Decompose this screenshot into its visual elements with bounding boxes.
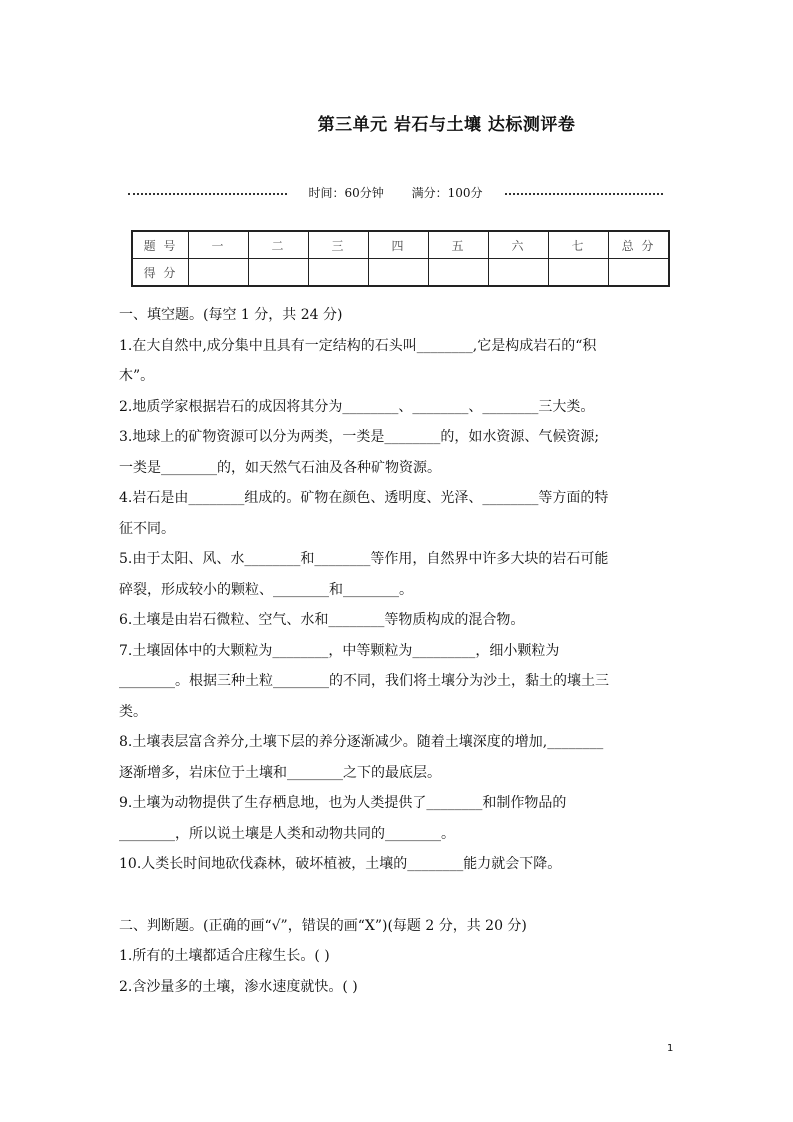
table-cell: 一 (189, 231, 249, 259)
table-cell: 题 号 (132, 231, 189, 259)
score-entry-cell[interactable] (549, 259, 609, 287)
question-line: 1.在大自然中,成分集中且具有一定结构的石头叫________,它是构成岩石的“积 (119, 337, 597, 354)
question-line: 一类是________的，如天然气石油及各种矿物资源。 (119, 459, 441, 476)
table-cell: 六 (489, 231, 549, 259)
question-line: 6.土壤是由岩石微粒、空气、水和________等物质构成的混合物。 (119, 612, 525, 628)
section-spacer (119, 880, 679, 911)
table-cell: 总 分 (609, 231, 670, 259)
question-line: 逐渐增多，岩床位于土壤和________之下的最底层。 (119, 764, 441, 781)
question-line: 2.含沙量多的土壤，渗水速度就快。( ) (119, 978, 358, 995)
page-title: 第三单元 岩石与土壤 达标测评卷 (317, 115, 576, 135)
question-line: 碎裂，形成较小的颗粒、________和________。 (119, 581, 413, 598)
dotted-divider-left (128, 193, 287, 195)
question-body (119, 300, 679, 1002)
score-entry-cell[interactable] (369, 259, 429, 287)
question-line: 8.土壤表层富含养分,土壤下层的养分逐渐减少。随着土壤深度的增加,________ (119, 734, 604, 750)
question-line: 1.所有的土壤都适合庄稼生长。( ) (119, 948, 330, 964)
exam-time: 时间：60分钟 (308, 185, 384, 200)
question-line: 10.人类长时间地砍伐森林，破坏植被，土壤的________能力就会下降。 (119, 856, 562, 872)
question-line: 类。 (119, 703, 147, 720)
question-line: 7.土壤固体中的大颗粒为________，中等颗粒为_________，细小颗粒为 (119, 642, 560, 659)
score-entry-cell[interactable] (249, 259, 309, 287)
score-entry-cell[interactable] (429, 259, 489, 287)
question-line: ________，所以说土壤是人类和动物共同的________。 (119, 825, 455, 842)
score-entry-cell[interactable] (189, 259, 249, 287)
dotted-divider-right (505, 193, 664, 195)
table-cell: 四 (369, 231, 429, 259)
table-cell: 七 (549, 231, 609, 259)
table-cell: 五 (429, 231, 489, 259)
score-entry-cell[interactable] (489, 259, 549, 287)
score-table-score-row (132, 259, 669, 287)
table-cell: 三 (309, 231, 369, 259)
question-line: ________。根据三种土粒________的不同，我们将土壤分为沙土，黏土的壤土三 (119, 673, 609, 689)
table-cell: 二 (249, 231, 309, 259)
question-line: 征不同。 (119, 520, 175, 537)
question-line: 3.地球上的矿物资源可以分为两类，一类是________的，如水资源、气候资源; (119, 429, 600, 445)
score-table-header-row (132, 231, 669, 259)
section-heading: 二、判断题。(正确的画“√”，错误的画“X”)(每题 2 分，共 20 分) (119, 917, 527, 934)
exam-full-score: 满分：100分 (411, 185, 483, 200)
question-line: 木”。 (119, 368, 155, 384)
section-heading: 一、填空题。(每空 1 分，共 24 分) (119, 307, 343, 323)
score-entry-cell[interactable] (309, 259, 369, 287)
question-line: 4.岩石是由________组成的。矿物在颜色、透明度、光泽、________等方面的特 (119, 490, 609, 506)
score-entry-cell[interactable] (609, 259, 670, 287)
table-cell: 得 分 (132, 259, 189, 287)
exam-info (287, 184, 505, 201)
question-line: 5.由于太阳、风、水________和________等作用，自然界中许多大块的岩石可能 (119, 551, 609, 567)
exam-info-bar (128, 183, 663, 201)
question-line: 2.地质学家根据岩石的成因将其分为________、________、________三大类。 (119, 398, 595, 415)
score-table (131, 230, 670, 287)
page-number: 1 (667, 1043, 674, 1054)
question-line: 9.土壤为动物提供了生存栖息地，也为人类提供了________和制作物品的 (119, 795, 567, 811)
